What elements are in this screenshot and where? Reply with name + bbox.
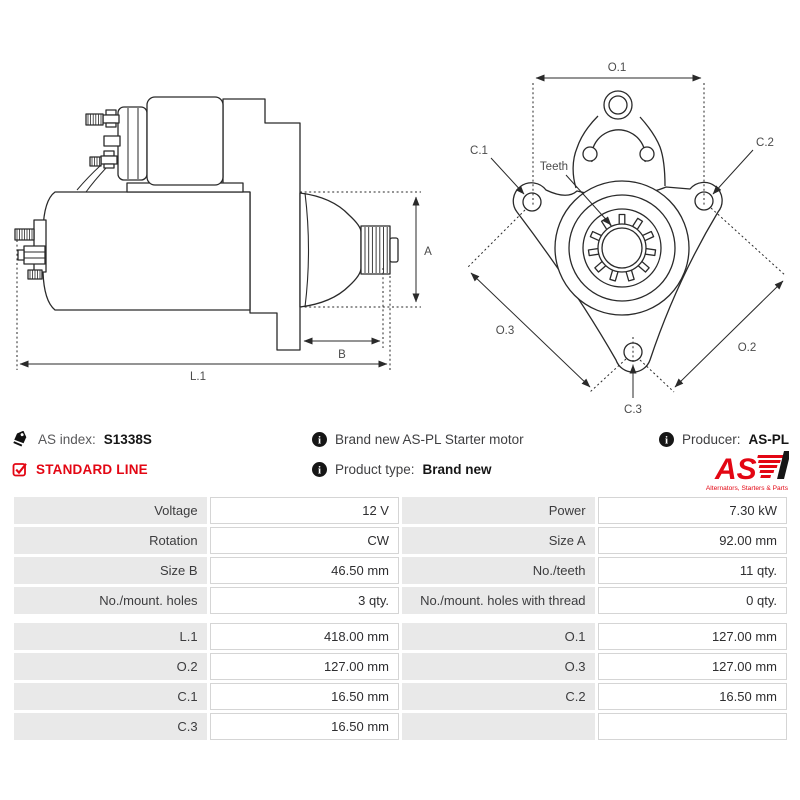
logo-tagline: Alternators, Starters & Parts [705,484,788,492]
producer-label: Producer: [681,431,741,447]
spec-label: C.3 [14,713,207,740]
producer [659,432,789,447]
dim-label-a: A [424,246,432,258]
spec-label: Rotation [14,527,207,554]
spec-table-group-1 [11,494,790,617]
spec-label [402,713,595,740]
starter-side-view [15,97,398,350]
table-row [14,587,787,614]
spec-label: Size B [14,557,207,584]
spec-label: Power [402,497,595,524]
dim-label-o2: O.2 [737,342,757,354]
spec-value: 11 qty. [598,557,787,584]
as-index [12,431,312,448]
logo-as-text: AS [715,452,757,486]
table-row [14,497,787,524]
dim-label-teeth: Teeth [539,161,569,173]
info-icon [312,432,327,447]
dim-label-o1: O.1 [607,62,627,74]
spec-label: No./teeth [402,557,595,584]
spec-value: 127.00 mm [598,653,787,680]
info-icon [312,462,327,477]
producer-value: AS-PL [748,431,789,447]
table-row [14,623,787,650]
spec-label: O.2 [14,653,207,680]
spec-value: 16.50 mm [210,713,399,740]
dim-label-o3: O.3 [495,325,515,337]
spec-value: 127.00 mm [210,653,399,680]
product-description [312,432,612,447]
svg-text:i: i [664,433,668,446]
svg-text:i: i [317,463,322,476]
spec-label: C.2 [402,683,595,710]
spec-table [11,494,790,743]
spec-table-group-2 [11,620,790,743]
product-type [312,462,612,477]
spec-value: 92.00 mm [598,527,787,554]
spec-value: 16.50 mm [598,683,787,710]
spec-value: 127.00 mm [598,623,787,650]
table-row [14,683,787,710]
spec-label: O.1 [402,623,595,650]
spec-value: 12 V [210,497,399,524]
spec-label: No./mount. holes with thread [402,587,595,614]
dim-label-c2: C.2 [756,137,774,149]
table-row [14,527,787,554]
spec-value: CW [210,527,399,554]
as-pl-logo [697,447,789,498]
table-row [14,557,787,584]
standard-line [12,462,312,477]
spec-value: 418.00 mm [210,623,399,650]
spec-value: 3 qty. [210,587,399,614]
as-index-label: AS index: [38,431,96,447]
spec-label: O.3 [402,653,595,680]
dim-label-c3: C.3 [624,404,642,416]
spec-label: L.1 [14,623,207,650]
spec-value: 0 qty. [598,587,787,614]
tag-icon [12,431,30,448]
checked-checkbox-icon [12,462,28,477]
spec-label: Voltage [14,497,207,524]
dim-label-b: B [338,349,346,361]
table-row [14,653,787,680]
spec-label: No./mount. holes [14,587,207,614]
spec-value: 16.50 mm [210,683,399,710]
product-type-label: Product type: [335,461,415,477]
standard-line-label: STANDARD LINE [36,461,148,477]
dim-label-c1: C.1 [470,145,488,157]
spec-value [598,713,787,740]
svg-text:i: i [317,433,322,446]
spec-label: Size A [402,527,595,554]
dim-label-l1: L.1 [190,371,206,383]
table-row [14,713,787,740]
info-icon [659,432,674,447]
starter-front-view [513,91,722,372]
spec-label: C.1 [14,683,207,710]
as-index-value: S1338S [103,431,152,447]
product-info-header [12,424,789,492]
spec-value: 46.50 mm [210,557,399,584]
product-description-text: Brand new AS-PL Starter motor [335,431,524,447]
spec-value: 7.30 kW [598,497,787,524]
product-type-value: Brand new [422,461,492,477]
